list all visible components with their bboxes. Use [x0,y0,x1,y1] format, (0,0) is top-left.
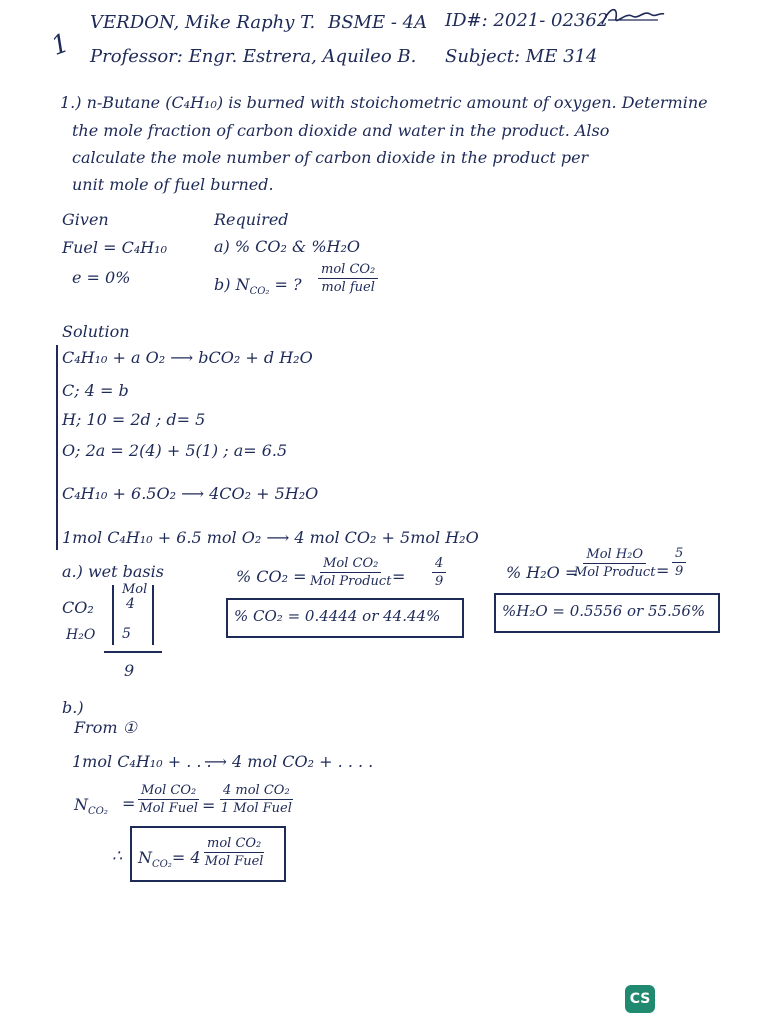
required-b [214,275,302,297]
balance-o: O; 2a = 2(4) + 5(1) ; a= 6.5 [62,441,288,460]
row-co2-species: CO₂ [62,598,94,617]
required-b-unit [318,262,378,295]
student-name: VERDON, Mike Raphy T. [90,12,316,33]
pct-co2-label: % CO₂ = [236,567,307,586]
table-divider [112,585,114,645]
pct-co2-value-den: 9 [435,574,444,589]
part-b-ans-label: N [138,848,152,867]
required-b-sub: CO₂ [249,286,270,298]
balance-h: H; 10 = 2d ; d= 5 [62,410,206,429]
part-b-ans-sub: CO₂ [152,859,172,871]
part-b-label: b.) [62,698,84,717]
table-total: 9 [124,661,135,680]
camscanner-logo-icon: CS [625,985,655,1013]
part-b-answer-n [138,848,201,870]
part-b-answer-unit [204,836,264,869]
row-h2o-species: H₂O [66,627,96,643]
part-b-eq-right: ⟶ 4 mol CO₂ + . . . . [204,752,374,771]
pct-co2-formula-num: Mol CO₂ [320,556,381,573]
student-id: ID#: 2021- 02362 [445,10,609,31]
pct-h2o-label: % H₂O = [506,563,579,582]
pct-co2-answer: % CO₂ = 0.4444 or 44.44% [234,607,441,625]
table-right-bracket [152,585,154,645]
part-b-frac1-den: Mol Fuel [139,801,198,816]
pct-h2o-answer: %H₂O = 0.5556 or 55.56% [502,602,706,620]
part-b-n-label: N [74,795,88,814]
required-b-label: b) N [214,275,250,294]
pct-co2-formula-den: Mol Product [310,574,392,589]
therefore-symbol: ∴ [112,846,123,865]
pct-h2o-formula-den: Mol Product [574,565,656,580]
professor: Professor: Engr. Estrera, Aquileo B. [90,46,417,67]
problem-line-4: unit mole of fuel burned. [72,175,274,194]
eq-moles: 1mol C₄H₁₀ + 6.5 mol O₂ ⟶ 4 mol CO₂ + 5mol H₂O [62,528,479,547]
part-b-eq2: = [202,796,216,815]
pct-h2o-formula-num: Mol H₂O [583,547,646,564]
part-b-frac2-num: 4 mol CO₂ [220,783,293,800]
problem-line-1: 1.) n-Butane (C₄H₁₀) is burned with stoichometric amount of oxygen. Determine [60,93,708,112]
part-b-from: From ① [74,718,137,737]
required-b-unit-num: mol CO₂ [318,262,378,279]
part-b-n-sub: CO₂ [88,806,108,818]
solution-title: Solution [62,322,130,341]
given-title: Given [62,210,109,229]
row-h2o-mol: 5 [122,626,131,642]
pct-h2o-formula [574,547,655,580]
pct-co2-formula [310,556,391,589]
problem-line-2: the mole fraction of carbon dioxide and water in the product. Also [72,121,610,140]
table-total-line [104,651,162,653]
eq-balanced: C₄H₁₀ + 6.5O₂ ⟶ 4CO₂ + 5H₂O [62,484,319,503]
solution-bracket [56,345,58,550]
part-b-frac2 [220,783,293,816]
pct-h2o-value-num: 5 [672,546,686,563]
part-b-frac2-den: 1 Mol Fuel [220,801,292,816]
row-co2-mol: 4 [126,596,135,612]
part-b-answer-unit-num: mol CO₂ [204,836,264,853]
part-b-ans-eq: = 4 [171,848,201,867]
page-number: 1 [47,28,74,62]
program: BSME - 4A [328,12,428,33]
pct-h2o-value-den: 9 [675,564,684,579]
part-b-answer-unit-den: Mol Fuel [204,854,264,869]
pct-h2o-value [672,546,686,579]
pct-co2-value [432,556,446,589]
pct-co2-value-num: 4 [432,556,446,573]
mol-column-header: Mol [122,582,148,597]
required-b-unit-den: mol fuel [321,280,375,295]
eq-general: C₄H₁₀ + a O₂ ⟶ bCO₂ + d H₂O [62,348,313,367]
balance-c: C; 4 = b [62,381,129,400]
given-fuel: Fuel = C₄H₁₀ [62,238,168,257]
required-b-eq: = ? [269,275,302,294]
part-a-label: a.) wet basis [62,562,164,581]
part-b-frac1 [138,783,199,816]
required-title: Required [214,210,289,229]
pct-co2-eq: = [392,567,406,586]
part-b-eq-left: 1mol C₄H₁₀ + . . . [72,752,212,771]
part-b-n [74,795,108,817]
pct-h2o-eq: = [656,561,670,580]
given-excess: e = 0% [72,268,131,287]
signature-icon [598,2,668,32]
part-b-n-eq: = [122,794,136,813]
problem-line-3: calculate the mole number of carbon dioxide in the product per [72,148,589,167]
required-a: a) % CO₂ & %H₂O [214,237,361,256]
part-b-frac1-num: Mol CO₂ [138,783,199,800]
subject: Subject: ME 314 [445,46,598,67]
